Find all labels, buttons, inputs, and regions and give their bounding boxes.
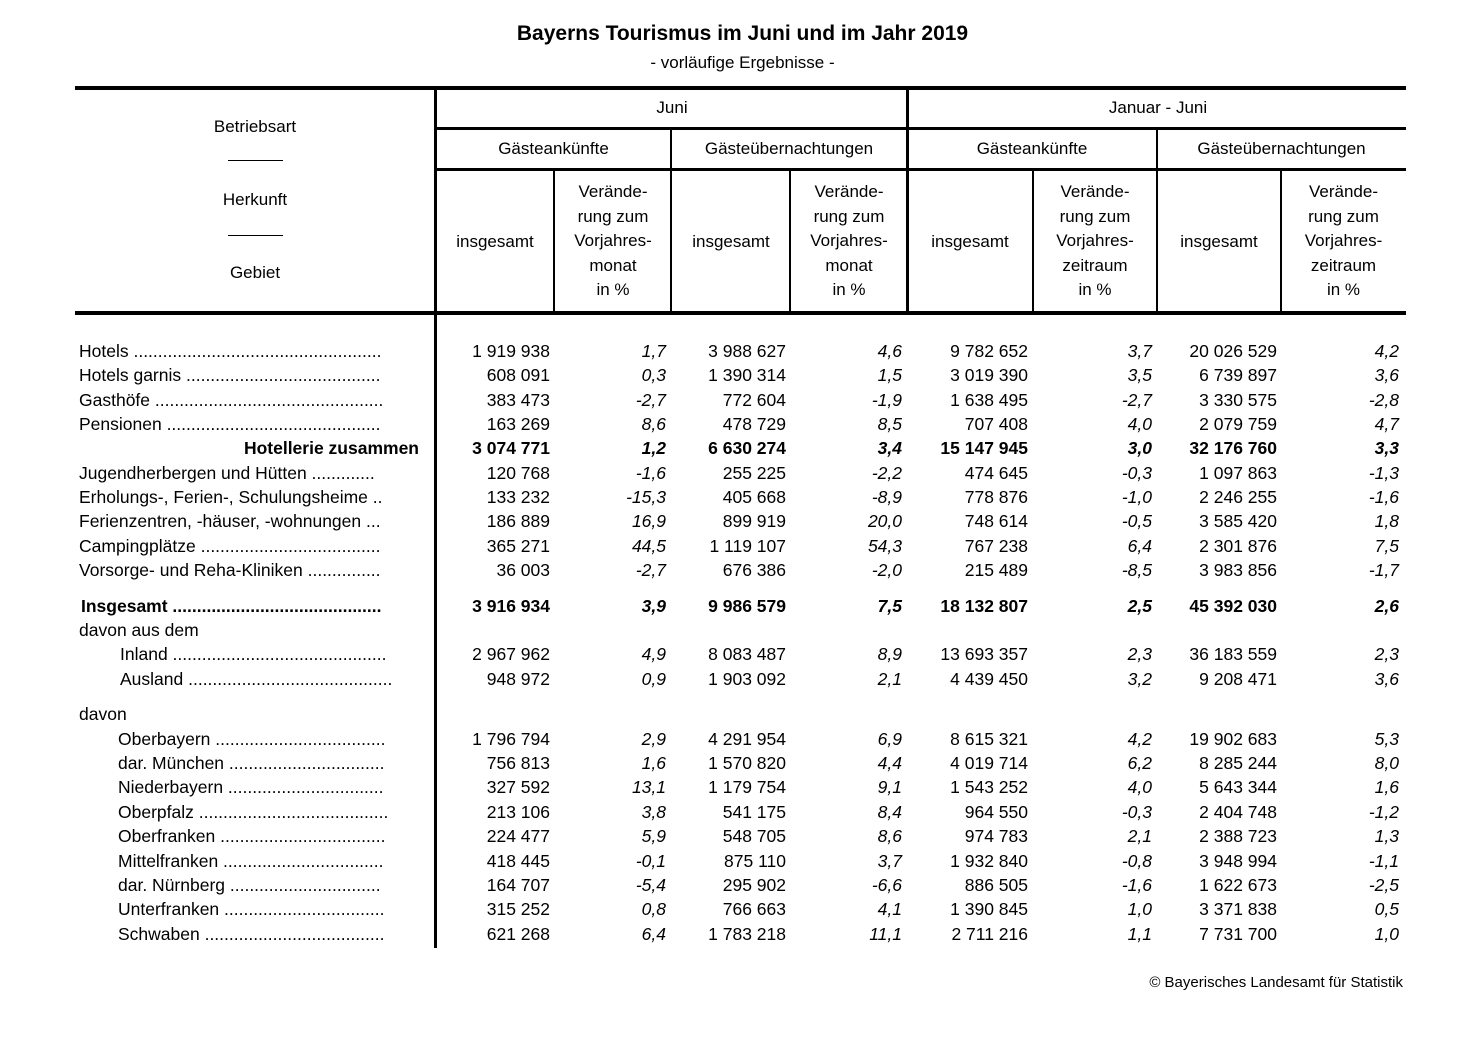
row-label: Vorsorge- und Reha-Kliniken ............... (79, 560, 381, 580)
group-uebernachtungen-jahr: Gästeübernachtungen (1197, 139, 1366, 158)
page-title: Bayerns Tourismus im Juni und im Jahr 2019 (516, 22, 969, 45)
change-percent-cell: 9,1 (877, 777, 902, 797)
count-cell: 1 179 754 (708, 777, 786, 797)
count-cell: 948 972 (486, 669, 550, 689)
count-cell: 478 729 (722, 414, 786, 434)
change-percent-cell: 8,5 (877, 414, 902, 434)
count-cell: 120 768 (486, 463, 550, 483)
stub-dash-1 (228, 160, 283, 161)
count-cell: 1 390 314 (708, 365, 786, 385)
table-row (0, 485, 1465, 509)
count-cell: 621 268 (486, 924, 550, 944)
table-row (0, 922, 1465, 946)
change-percent-cell: 11,1 (869, 924, 902, 944)
change-percent-cell: 8,4 (877, 802, 902, 822)
count-cell: 1 622 673 (1199, 875, 1277, 895)
count-cell: 4 439 450 (950, 669, 1028, 689)
count-cell: 541 175 (722, 802, 786, 822)
row-label: Mittelfranken ................................. (118, 851, 384, 871)
count-cell: 5 643 344 (1199, 777, 1277, 797)
count-cell: 2 388 723 (1199, 826, 1277, 846)
row-label: Erholungs-, Ferien-, Schulungsheime .. (79, 487, 383, 507)
count-cell: 772 604 (722, 390, 786, 410)
stub-dash-2 (228, 235, 283, 236)
stub-gebiet: Gebiet (229, 263, 281, 282)
change-percent-cell: -0,8 (1121, 851, 1152, 871)
change-percent-cell: -1,1 (1368, 851, 1399, 871)
row-label: Insgesamt ........................................... (81, 596, 382, 616)
change-percent-cell: 1,2 (641, 438, 666, 458)
count-cell: 1 932 840 (950, 851, 1028, 871)
change-percent-cell: 8,6 (641, 414, 666, 434)
count-cell: 9 782 652 (950, 341, 1028, 361)
row-label: davon (79, 704, 127, 724)
change-percent-cell: -2,7 (1121, 390, 1152, 410)
change-percent-cell: 8,0 (1374, 753, 1399, 773)
change-percent-cell: -2,5 (1368, 875, 1399, 895)
change-percent-cell: -2,8 (1368, 390, 1399, 410)
count-cell: 186 889 (486, 511, 550, 531)
table-row (0, 618, 1465, 642)
change-percent-cell: -2,7 (635, 560, 666, 580)
count-cell: 2 079 759 (1199, 414, 1277, 434)
change-percent-cell: -2,0 (871, 560, 902, 580)
count-cell: 1 919 938 (472, 341, 550, 361)
change-percent-cell: 3,6 (1374, 365, 1399, 385)
count-cell: 36 003 (496, 560, 550, 580)
change-percent-cell: 4,7 (1374, 414, 1399, 434)
count-cell: 9 208 471 (1199, 669, 1277, 689)
row-label: Schwaben ..................................... (118, 924, 385, 944)
count-cell: 3 019 390 (950, 365, 1028, 385)
count-cell: 365 271 (486, 536, 550, 556)
table-row (0, 702, 1465, 726)
change-percent-cell: -8,9 (871, 487, 902, 507)
change-percent-cell: -2,7 (635, 390, 666, 410)
change-percent-cell: -0,3 (1121, 463, 1152, 483)
group-ankuenfte-juni: Gästeankünfte (498, 139, 609, 158)
table-row (0, 534, 1465, 558)
change-percent-cell: 1,3 (1374, 826, 1399, 846)
change-percent-cell: 1,0 (1127, 899, 1152, 919)
row-label: Oberpfalz ....................................... (118, 802, 389, 822)
change-percent-cell: 8,6 (877, 826, 902, 846)
table-row (0, 667, 1465, 691)
count-cell: 1 097 863 (1199, 463, 1277, 483)
change-percent-cell: 54,3 (867, 536, 902, 556)
change-percent-cell: 6,4 (1127, 536, 1152, 556)
change-percent-cell: -0,3 (1121, 802, 1152, 822)
table-row (0, 388, 1465, 412)
col-head-insgesamt-3: insgesamt (931, 232, 1009, 251)
count-cell: 327 592 (486, 777, 550, 797)
row-label: Ausland .......................................... (120, 669, 393, 689)
count-cell: 3 988 627 (708, 341, 786, 361)
change-percent-cell: 4,6 (877, 341, 902, 361)
row-label: Unterfranken ................................. (118, 899, 385, 919)
count-cell: 899 919 (722, 511, 786, 531)
count-cell: 20 026 529 (1189, 341, 1277, 361)
change-percent-cell: 3,3 (1374, 438, 1399, 458)
count-cell: 3 948 994 (1199, 851, 1277, 871)
group-underline (436, 168, 1406, 171)
count-cell: 9 986 579 (708, 596, 786, 616)
table-row (0, 363, 1465, 387)
count-cell: 7 731 700 (1199, 924, 1277, 944)
table-row (0, 873, 1465, 897)
change-percent-cell: 3,0 (1127, 438, 1152, 458)
change-percent-cell: 0,5 (1374, 899, 1399, 919)
count-cell: 748 614 (964, 511, 1028, 531)
row-label: Niederbayern ................................ (118, 777, 384, 797)
table-row (0, 436, 1465, 460)
col-head-change-2: Verände- rung zum Vorjahres- monat in % (810, 182, 888, 299)
stub-herkunft: Herkunft (222, 190, 288, 209)
col-head-insgesamt-4: insgesamt (1180, 232, 1258, 251)
change-percent-cell: 3,5 (1127, 365, 1152, 385)
count-cell: 778 876 (964, 487, 1028, 507)
table-row (0, 775, 1465, 799)
change-percent-cell: 20,0 (867, 511, 902, 531)
change-percent-cell: 0,8 (641, 899, 666, 919)
count-cell: 6 630 274 (708, 438, 786, 458)
change-percent-cell: -8,5 (1121, 560, 1152, 580)
change-percent-cell: -5,4 (635, 875, 666, 895)
count-cell: 676 386 (722, 560, 786, 580)
row-label: dar. München ................................ (118, 753, 385, 773)
table-row (0, 558, 1465, 582)
count-cell: 45 392 030 (1189, 596, 1277, 616)
count-cell: 875 110 (724, 851, 786, 871)
change-percent-cell: 4,2 (1127, 729, 1152, 749)
count-cell: 1 783 218 (708, 924, 786, 944)
count-cell: 15 147 945 (940, 438, 1028, 458)
row-label: Hotels garnis ........................................ (79, 365, 381, 385)
count-cell: 974 783 (964, 826, 1028, 846)
change-percent-cell: 1,0 (1374, 924, 1399, 944)
change-percent-cell: 1,5 (877, 365, 902, 385)
group-ankuenfte-jahr: Gästeankünfte (976, 139, 1088, 158)
count-cell: 767 238 (964, 536, 1028, 556)
period-januar-juni: Januar - Juni (1108, 98, 1208, 117)
count-cell: 886 505 (964, 875, 1028, 895)
change-percent-cell: 3,9 (641, 596, 666, 616)
table-row (0, 412, 1465, 436)
change-percent-cell: 4,4 (877, 753, 902, 773)
change-percent-cell: 6,9 (877, 729, 902, 749)
count-cell: 224 477 (486, 826, 550, 846)
table-row (0, 751, 1465, 775)
change-percent-cell: 5,9 (641, 826, 666, 846)
change-percent-cell: 4,9 (641, 644, 666, 664)
count-cell: 215 489 (964, 560, 1028, 580)
change-percent-cell: 1,8 (1374, 511, 1399, 531)
col-head-insgesamt-1: insgesamt (456, 232, 534, 251)
count-cell: 2 967 962 (472, 644, 550, 664)
row-label: Hotellerie zusammen (243, 438, 419, 458)
change-percent-cell: -1,6 (635, 463, 666, 483)
period-underline (436, 127, 1406, 130)
count-cell: 295 902 (722, 875, 786, 895)
count-cell: 1 570 820 (708, 753, 786, 773)
count-cell: 315 252 (486, 899, 550, 919)
change-percent-cell: -1,2 (1368, 802, 1399, 822)
count-cell: 1 638 495 (950, 390, 1028, 410)
count-cell: 19 902 683 (1189, 729, 1277, 749)
count-cell: 766 663 (722, 899, 786, 919)
row-label: Oberfranken .................................. (118, 826, 386, 846)
change-percent-cell: 4,2 (1374, 341, 1399, 361)
change-percent-cell: 2,3 (1374, 644, 1399, 664)
count-cell: 964 550 (964, 802, 1028, 822)
count-cell: 4 019 714 (950, 753, 1028, 773)
count-cell: 1 796 794 (472, 729, 550, 749)
top-rule (75, 86, 1406, 90)
count-cell: 383 473 (486, 390, 550, 410)
count-cell: 405 668 (722, 487, 786, 507)
change-percent-cell: -1,9 (871, 390, 902, 410)
count-cell: 6 739 897 (1199, 365, 1277, 385)
change-percent-cell: 16,9 (631, 511, 666, 531)
change-percent-cell: -1,3 (1368, 463, 1399, 483)
change-percent-cell: 7,5 (877, 596, 902, 616)
header-bottom-rule (75, 311, 1406, 315)
change-percent-cell: 2,6 (1374, 596, 1399, 616)
col-head-change-4: Verände- rung zum Vorjahres- zeitraum in % (1304, 182, 1383, 299)
row-label: Hotels ................................................... (79, 341, 382, 361)
change-percent-cell: -1,0 (1121, 487, 1152, 507)
count-cell: 4 291 954 (708, 729, 786, 749)
change-percent-cell: -15,3 (626, 487, 666, 507)
row-label: Oberbayern ................................... (118, 729, 386, 749)
change-percent-cell: 3,8 (641, 802, 666, 822)
col-head-change-1: Verände- rung zum Vorjahres- monat in % (574, 182, 652, 299)
row-label: Gasthöfe ............................................... (79, 390, 384, 410)
count-cell: 213 106 (486, 802, 550, 822)
count-cell: 3 330 575 (1199, 390, 1277, 410)
count-cell: 13 693 357 (940, 644, 1028, 664)
count-cell: 608 091 (486, 365, 550, 385)
table-row (0, 800, 1465, 824)
change-percent-cell: -0,5 (1121, 511, 1152, 531)
count-cell: 1 390 845 (950, 899, 1028, 919)
change-percent-cell: 1,1 (1127, 924, 1152, 944)
count-cell: 163 269 (486, 414, 550, 434)
row-label: Pensionen ............................................ (79, 414, 381, 434)
stub-betriebsart: Betriebsart (213, 117, 297, 136)
change-percent-cell: 13,1 (631, 777, 666, 797)
table-row (0, 824, 1465, 848)
count-cell: 474 645 (964, 463, 1028, 483)
count-cell: 18 132 807 (940, 596, 1028, 616)
change-percent-cell: 2,1 (1127, 826, 1152, 846)
count-cell: 756 813 (486, 753, 550, 773)
change-percent-cell: 3,6 (1374, 669, 1399, 689)
change-percent-cell: 0,9 (641, 669, 666, 689)
count-cell: 2 711 216 (951, 924, 1028, 944)
change-percent-cell: 1,6 (641, 753, 666, 773)
change-percent-cell: 8,9 (877, 644, 902, 664)
change-percent-cell: 1,6 (1374, 777, 1399, 797)
col-head-insgesamt-2: insgesamt (692, 232, 770, 251)
table-row (0, 897, 1465, 921)
change-percent-cell: 7,5 (1374, 536, 1399, 556)
change-percent-cell: 0,3 (641, 365, 666, 385)
copyright: © Bayerisches Landesamt für Statistik (1149, 974, 1403, 991)
row-label: Ferienzentren, -häuser, -wohnungen ... (79, 511, 381, 531)
change-percent-cell: 2,3 (1127, 644, 1152, 664)
table-row (0, 594, 1465, 618)
change-percent-cell: 4,1 (877, 899, 902, 919)
page-subtitle: - vorläufige Ergebnisse - (650, 53, 835, 72)
change-percent-cell: 1,7 (641, 341, 666, 361)
change-percent-cell: 4,0 (1127, 777, 1152, 797)
table-row (0, 849, 1465, 873)
count-cell: 3 983 856 (1199, 560, 1277, 580)
change-percent-cell: 5,3 (1374, 729, 1399, 749)
change-percent-cell: 6,2 (1127, 753, 1152, 773)
count-cell: 3 585 420 (1199, 511, 1277, 531)
period-juni: Juni (656, 98, 688, 117)
count-cell: 1 119 107 (709, 536, 786, 556)
count-cell: 1 903 092 (708, 669, 786, 689)
change-percent-cell: 3,7 (1127, 341, 1152, 361)
change-percent-cell: 4,0 (1127, 414, 1152, 434)
count-cell: 418 445 (486, 851, 550, 871)
count-cell: 2 404 748 (1199, 802, 1277, 822)
row-label: Jugendherbergen und Hütten ............. (79, 463, 375, 483)
count-cell: 3 074 771 (472, 438, 550, 458)
count-cell: 36 183 559 (1189, 644, 1277, 664)
change-percent-cell: 3,2 (1127, 669, 1152, 689)
table-row (0, 509, 1465, 533)
row-label: dar. Nürnberg ............................... (118, 875, 381, 895)
table-row (0, 339, 1465, 363)
count-cell: 2 301 876 (1199, 536, 1277, 556)
row-label: Campingplätze ..................................... (79, 536, 381, 556)
change-percent-cell: 3,4 (877, 438, 902, 458)
table-row (0, 461, 1465, 485)
row-label: Inland ............................................ (120, 644, 387, 664)
change-percent-cell: 3,7 (877, 851, 902, 871)
count-cell: 548 705 (722, 826, 786, 846)
change-percent-cell: 44,5 (631, 536, 666, 556)
count-cell: 3 371 838 (1199, 899, 1277, 919)
col-head-change-3: Verände- rung zum Vorjahres- zeitraum in % (1056, 182, 1134, 299)
change-percent-cell: -6,6 (871, 875, 902, 895)
count-cell: 8 285 244 (1199, 753, 1277, 773)
table-row (0, 642, 1465, 666)
change-percent-cell: -1,6 (1121, 875, 1152, 895)
count-cell: 255 225 (722, 463, 786, 483)
group-uebernachtungen-juni: Gästeübernachtungen (704, 139, 874, 158)
count-cell: 3 916 934 (472, 596, 550, 616)
count-cell: 164 707 (486, 875, 550, 895)
count-cell: 8 083 487 (708, 644, 786, 664)
change-percent-cell: -1,6 (1368, 487, 1399, 507)
change-percent-cell: -0,1 (635, 851, 666, 871)
change-percent-cell: -1,7 (1368, 560, 1399, 580)
row-label: davon aus dem (79, 620, 199, 640)
count-cell: 8 615 321 (950, 729, 1028, 749)
change-percent-cell: 2,9 (641, 729, 666, 749)
count-cell: 1 543 252 (950, 777, 1028, 797)
count-cell: 133 232 (486, 487, 550, 507)
count-cell: 32 176 760 (1189, 438, 1277, 458)
count-cell: 2 246 255 (1199, 487, 1277, 507)
change-percent-cell: 2,5 (1127, 596, 1152, 616)
count-cell: 707 408 (964, 414, 1028, 434)
change-percent-cell: -2,2 (871, 463, 902, 483)
change-percent-cell: 6,4 (641, 924, 666, 944)
table-row (0, 727, 1465, 751)
change-percent-cell: 2,1 (877, 669, 902, 689)
